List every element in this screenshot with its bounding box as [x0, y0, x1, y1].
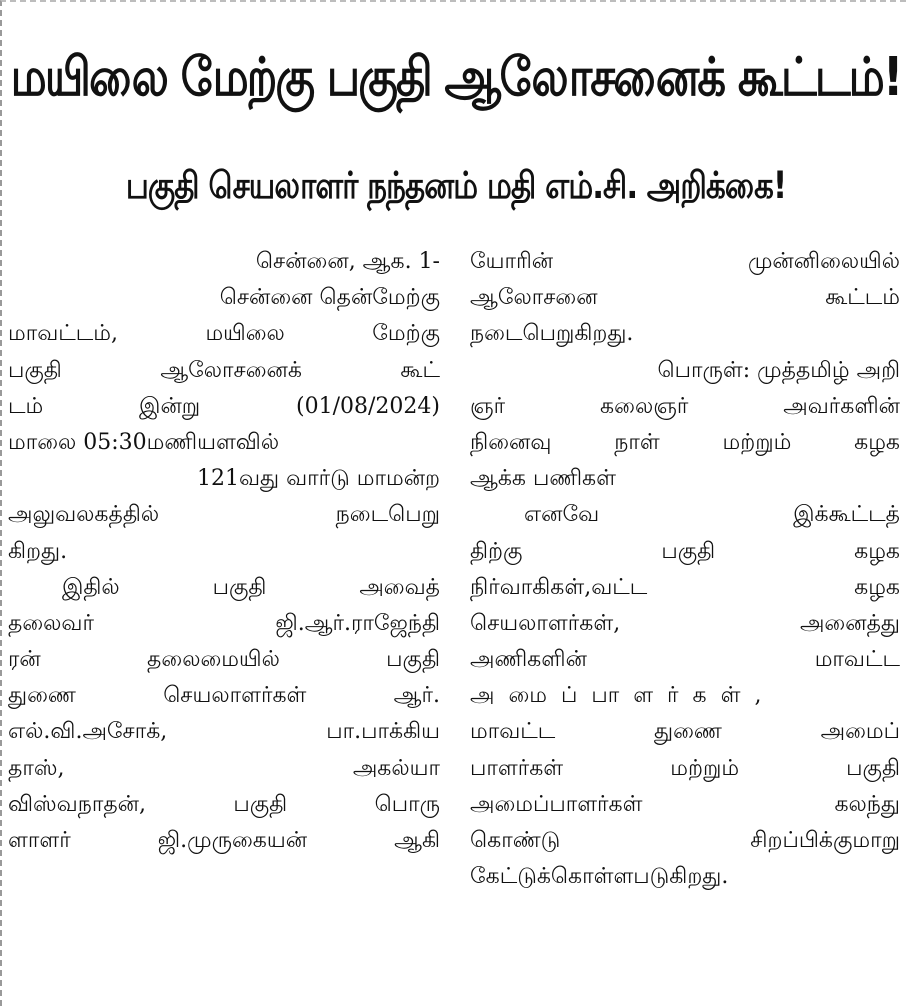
- body-line: எல்.வி.அசோக், பா.பாக்கிய: [8, 719, 440, 745]
- body-line: அமைப்பாளர்கள் கலந்து: [470, 791, 900, 817]
- body-line: பொருள்: முத்தமிழ் அறி: [657, 357, 900, 383]
- body-line: எனவே இக்கூட்டத்: [524, 502, 900, 528]
- dateline: சென்னை, ஆக. 1-: [255, 249, 440, 274]
- body-line: தாஸ், அகல்யா: [8, 755, 440, 781]
- body-line: 121வது வார்டு மாமன்ற: [197, 466, 440, 492]
- body-line: அணிகளின் மாவட்ட: [470, 647, 900, 673]
- body-line: கிறது.: [8, 538, 68, 564]
- body-line: பாளர்கள் மற்றும் பகுதி: [470, 755, 900, 781]
- body-line: ஞர் கலைஞர் அவர்களின்: [470, 393, 900, 419]
- body-line: டம் இன்று (01/08/2024): [8, 393, 440, 419]
- body-line: நிர்வாகிகள்,வட்ட கழக: [470, 574, 900, 600]
- body-line: கொண்டு சிறப்பிக்குமாறு: [470, 828, 900, 853]
- body-line: அமைப்பாளர்கள்,: [470, 683, 776, 709]
- body-line: விஸ்வநாதன், பகுதி பொரு: [8, 791, 440, 817]
- body-line: மாவட்டம், மயிலை மேற்கு: [8, 321, 440, 347]
- body-line: சென்னை தென்மேற்கு: [219, 285, 440, 311]
- body-line: அலுவலகத்தில் நடைபெறு: [8, 502, 440, 528]
- subheadline: பகுதி செயலாளர் நந்தனம் மதி எம்.சி. அறிக்கை!: [125, 164, 787, 208]
- body-line: துணை செயலாளர்கள் ஆர்.: [8, 683, 440, 709]
- article-column-left: [8, 244, 440, 859]
- body-line: மாலை 05:30மணியளவில்: [8, 429, 280, 455]
- article-column-right: [470, 244, 900, 895]
- body-line: இதில் பகுதி அவைத்: [62, 574, 440, 600]
- body-line: ஆலோசனை கூட்டம்: [470, 285, 900, 311]
- body-line: நடைபெறுகிறது.: [470, 321, 634, 347]
- body-line: ஆக்க பணிகள்: [470, 466, 616, 492]
- body-line: பகுதி ஆலோசனைக் கூட்: [8, 357, 440, 383]
- body-line: நினைவு நாள் மற்றும் கழக: [470, 429, 900, 455]
- headline: மயிலை மேற்கு பகுதி ஆலோசனைக் கூட்டம்!: [10, 45, 902, 108]
- body-line: கேட்டுக்கொள்ளபடுகிறது.: [470, 864, 729, 890]
- body-line: ரன் தலைமையில் பகுதி: [8, 647, 440, 673]
- body-line: செயலாளர்கள், அனைத்து: [470, 610, 900, 636]
- body-line: யோரின் முன்னிலையில்: [470, 249, 900, 274]
- body-line: தலைவர் ஜி.ஆர்.ராஜேந்தி: [8, 610, 440, 636]
- body-line: மாவட்ட துணை அமைப்: [470, 719, 900, 745]
- body-line: திற்கு பகுதி கழக: [470, 538, 900, 564]
- body-line: ளாளர் ஜி.முருகையன் ஆகி: [8, 828, 440, 853]
